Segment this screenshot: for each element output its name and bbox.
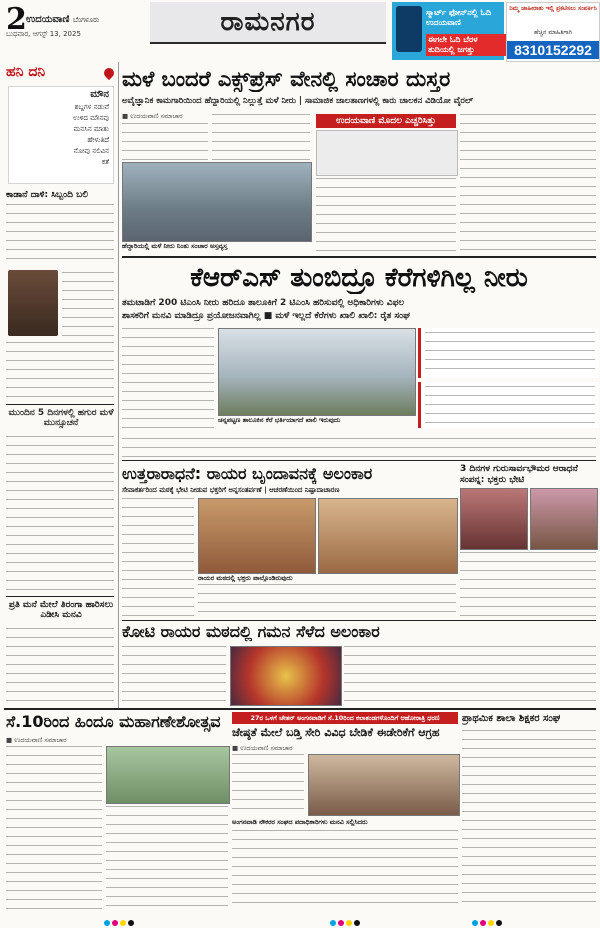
fourth-headline: ಕೋಟಿ ರಾಯರ ಮಠದಲ್ಲಿ ಗಮನ ಸೆಳೆದ ಅಲಂಕಾರ [122, 622, 380, 641]
farmer-quote-box [418, 328, 599, 378]
lead-newspaper-clipping [316, 130, 458, 176]
date-line: ಬುಧವಾರ, ಆಗಸ್ಟ್ 13, 2025 [6, 30, 81, 38]
third-headline: ಉತ್ತರಾರಾಧನೆ: ರಾಯರ ಬೃಂದಾವನಕ್ಕೆ ಅಲಂಕಾರ [122, 464, 373, 483]
sixth-photo [308, 754, 460, 816]
fifth-headline: ಸೆ.10ರಿಂದ ಹಿಂದೂ ಮಹಾಗಣೇಶೋತ್ಸವ [6, 712, 221, 731]
lead-headline: ಮಳೆ ಬಂದರೆ ಎಕ್ಸ್‌ಪ್ರೆಸ್ ವೇನಲ್ಲಿ ಸಂಚಾರ ದುಸ್ತರ [122, 67, 451, 91]
second-headline: ಕೆಆರ್‌ಎಸ್ ತುಂಬಿದ್ರೂ ಕೆರೆಗಳಿಗಿಲ್ಲ ನೀರು [190, 263, 528, 293]
divider [4, 708, 596, 710]
story-body [62, 272, 114, 336]
story-body [6, 342, 114, 402]
lead-body [316, 178, 456, 252]
sixth-headline: ಜೇಷ್ಠತೆ ಮೇಲೆ ಬಡ್ತಿ ಸೇರಿ ವಿವಿಧ ಬೇಡಿಕೆ ಈಡೇರಿಕೆಗೆ ಆಗ್ರಹ [232, 726, 440, 739]
story-body [6, 436, 114, 592]
second-photo-caption: ಚನ್ನಪಟ್ಟಣ ತಾಲೂಕಿನ ಕೆರೆ ಭರ್ತಿಯಾಗದೆ ಖಾಲಿ ಇರುವುದು [218, 416, 341, 424]
lead-body [212, 114, 310, 160]
print-registration-marks [0, 916, 600, 928]
column-brand: ಹನಿ ದನಿ [6, 64, 46, 80]
second-subheadline: ಶಾಸಕರಿಗೆ ಮನವಿ ಮಾಡಿದ್ರೂ ಪ್ರಯೋಜನವಾಗಿಲ್ಲ ■ ಮಳೆ ಇಲ್ಲದೆ ಕೆರೆಗಳು ಖಾಲಿ ಖಾಲಿ: ರೈತ ಸಂಘ [122, 311, 410, 321]
poem-box: ಮೌನ ಶಬ್ದಗಳ ನಡುವೆ ಉಳಿದ ಮೌನವು ಮನಸಿನ ಮಾತು ಹೇಳುತಿದೆ ನೋವು ನಲಿವಿನ ಕತೆ [8, 86, 114, 184]
section-title: ರಾಮನಗರ [150, 2, 386, 44]
fifth-photo [106, 746, 230, 804]
fifth-byline: ■ ಉದಯವಾಣಿ ಸಮಾಚಾರ [6, 736, 67, 744]
paper-name: ಉದಯವಾಣಿ ಬೆಂಗಳೂರು [26, 14, 100, 25]
story-heading: ಕಾಡಾನೆ ದಾಳಿ: ಸಿಬ್ಬಂದಿ ಬಲಿ [6, 190, 88, 200]
column-divider [118, 62, 119, 708]
third-photo [198, 498, 316, 574]
divider [122, 460, 596, 461]
victim-photo [8, 270, 58, 336]
third-photo [318, 498, 458, 574]
seventh-headline: ಪ್ರಾಥಮಿಕ ಶಾಲಾ ಶಿಕ್ಷಕರ ಸಂಘ [462, 713, 561, 724]
third-body [198, 584, 456, 618]
lead-body [460, 114, 596, 252]
divider [122, 620, 596, 621]
lead-subheadline: ಅವೈಜ್ಞಾನಿಕ ಕಾಮಗಾರಿಯಿಂದ ಹೆದ್ದಾರಿಯಲ್ಲಿ ನಿಲ್ಲುತ್ತೆ ಮಳೆ ನೀರು | ಸಾಮಾಜಿಕ ಜಾಲತಾಣಗಳಲ್ಲಿ ಕಾರು ಚಾಲಕನ ವಿಡಿಯೋ ವೈರಲ್ [122, 96, 474, 106]
sixth-byline: ■ ಉದಯವಾಣಿ ಸಮಾಚಾರ [232, 744, 293, 752]
phone-icon [396, 6, 422, 52]
page-number: 2 [6, 2, 27, 37]
second-subheadline: ತಮಟಾಡಿಗೆ 200 ಟಿಎಂಸಿ ನೀರು ಹರಿದೂ ತಾಲೂಕಿಗೆ 2 ಟಿಎಂಸಿ ಹರಿಸುವಲ್ಲಿ ಅಧಿಕಾರಿಗಳು ವಿಫಲ [122, 298, 405, 308]
seventh-body [462, 730, 596, 910]
second-body [122, 438, 596, 458]
right-story-headline: 3 ದಿನಗಳ ಗುರುಸಾರ್ವಭೌಮರ ಆರಾಧನೆ ಸಂಪನ್ನ: ಭಕ್ತರು ಭೇಟಿ [460, 464, 578, 485]
right-story-body [460, 552, 596, 618]
ad-phone-number: 8310152292 [507, 41, 599, 59]
fifth-body [106, 806, 228, 910]
divider [6, 596, 114, 597]
story-body [6, 628, 114, 704]
divider [122, 256, 596, 258]
brand-drop-icon [102, 66, 116, 80]
lead-body-left: ■ ಉದಯವಾಣಿ ಸಮಾಚಾರ [122, 112, 208, 160]
third-subheadline: ಸೇವಾಕರ್ತರಿಂದ ಮಠಕ್ಕೆ ಭೇಟಿ ನೀಡುವ ಭಕ್ತರಿಗೆ ಅನ್ನಸಂತರ್ಪಣೆ | ಆಚರಣೆಯಿಂದ ನಿಷ್ಪಾದಾಚಾರಣ [122, 486, 340, 494]
lead-photo-caption: ಹೆದ್ದಾರಿಯಲ್ಲಿ ಮಳೆ ನೀರು ನಿಂತು ಸಂಚಾರ ಅಸ್ತವ್ಯಸ್ತ [122, 242, 228, 250]
fifth-body [6, 746, 102, 910]
sixth-body [232, 830, 458, 910]
story-heading: ಪ್ರತಿ ಮನೆ ಮೇಲೆ ತಿರಂಗಾ ಹಾರಿಸಲು ಎಡೀಸಿ ಮನವಿ [8, 600, 114, 620]
right-story-photo [530, 488, 598, 550]
fourth-decoration-photo [230, 646, 342, 706]
divider [6, 404, 114, 405]
second-lake-photo [218, 328, 416, 416]
classified-advertisement[interactable]: ನಿಮ್ಮ ಜಾಹೀರಾತು ಇಲ್ಲಿ ಪ್ರಕಟಿಸಲು ಸಂಪರ್ಕಿಸಿ ಹೆಚ್ಚಿನ ಮಾಹಿತಿಗಾಗಿ 8310152292 [506, 2, 600, 62]
second-body [122, 328, 214, 436]
lead-photo [122, 162, 312, 242]
sixth-body [232, 754, 304, 816]
fourth-body [344, 646, 596, 706]
third-photo-caption: ರಾಯರ ಮಠದಲ್ಲಿ ಭಕ್ತರು ಪಾಲ್ಗೊಂಡಿರುವುದು [198, 574, 293, 582]
right-story-photo [460, 488, 528, 550]
story-body [6, 204, 114, 266]
official-quote-box [418, 382, 599, 428]
app-advertisement[interactable]: ಸ್ಮಾರ್ಟ್ ಫೋನ್‌ನಲ್ಲಿ ಓದಿ ಉದಯವಾಣಿ ಈಗಲೇ ಓದಿ ಬೆರಳ ತುದಿಯಲ್ಲಿ ಜಗತ್ತು [392, 2, 504, 60]
story-heading: ಮುಂದಿನ 5 ದಿನಗಳಲ್ಲಿ ಹಗುರ ಮಳೆ ಮುನ್ಸೂಚನೆ [8, 408, 114, 428]
lead-alert-tab: ಉದಯವಾಣಿ ಮೊದಲ ಎಚ್ಚರಿಸಿತ್ತು [316, 114, 456, 128]
sixth-photo-caption: ಅಂಗನವಾಡಿ ನೌಕರರ ಸಂಘದ ಪದಾಧಿಕಾರಿಗಳು ಮನವಿ ಸಲ್ಲಿಸಿದರು [232, 818, 368, 826]
sixth-kicker: 27ರ ಒಳಗೆ ಚೇತನ್ ಅಂಗನವಾಡಿಗೆ ಸೆ.10ರಿಂದ ಕಲಾತಂಡಗಳೊಂದಿಗೆ ಆಹೋರಾತ್ರಿ ಧರಣಿ [232, 712, 458, 724]
third-body [122, 498, 194, 618]
fourth-body [122, 646, 226, 706]
